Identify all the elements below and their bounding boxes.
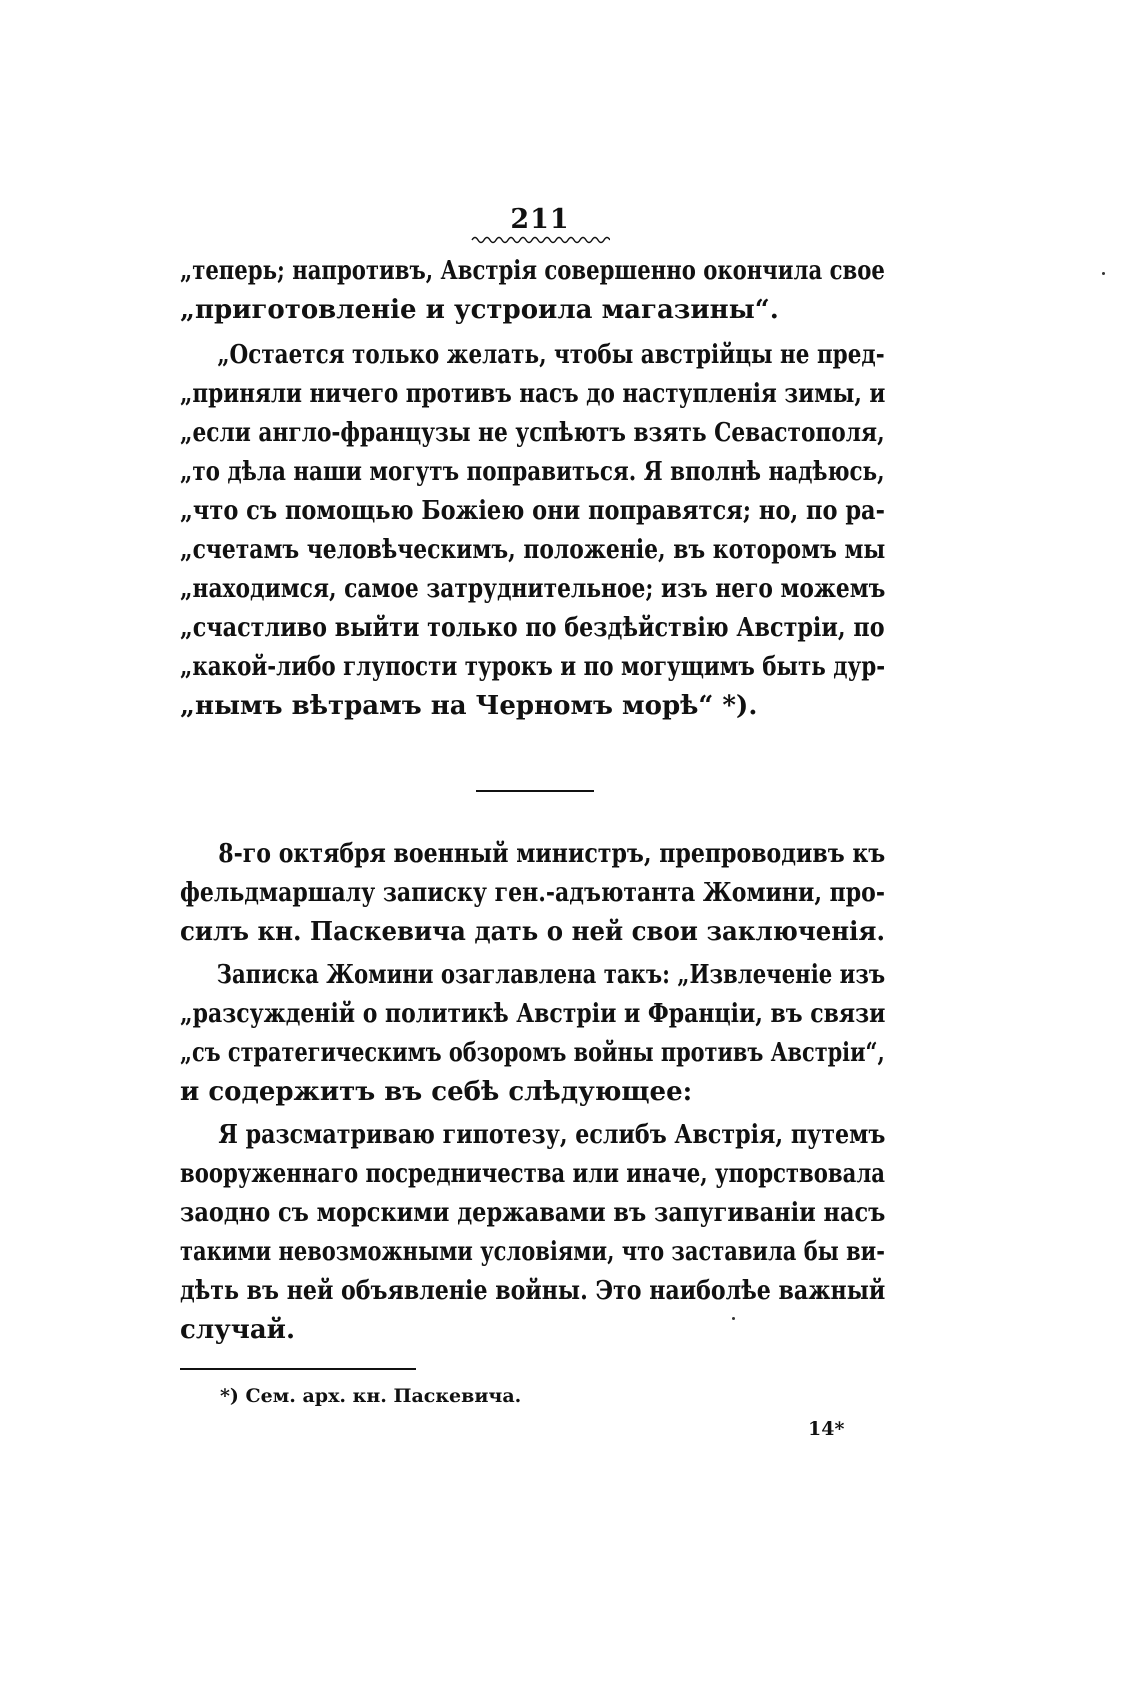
text-line: случай. (180, 1315, 296, 1345)
text-line: заодно съ морскими державами въ запугиваніи насъ (180, 1198, 886, 1228)
text-line: Я разсматриваю гипотезу, еслибъ Австрія, путемъ (218, 1120, 886, 1150)
text-line: силъ кн. Паскевича дать о ней свои заключенія. (180, 917, 885, 947)
text-line: дѣть въ ней объявленіе войны. Это наиболѣе важный (180, 1276, 886, 1306)
text-line: фельдмаршалу записку ген.-адъютанта Жомини, про- (180, 878, 885, 908)
text-line: вооруженнаго посредничества или иначе, упорствовала (180, 1159, 886, 1189)
decorative-squiggle (470, 233, 610, 247)
signature-mark: 14* (808, 1418, 845, 1440)
text-line: Записка Жомини озаглавлена такъ: „Извлеченіе изъ (216, 960, 886, 990)
text-line: „разсужденій о политикѣ Австріи и Франціи, въ связи (180, 999, 886, 1029)
text-line: такими невозможными условіями, что заставила бы ви- (180, 1237, 885, 1267)
text-line: и содержитъ въ себѣ слѣдующее: (180, 1077, 693, 1107)
text-line: „съ стратегическимъ обзоромъ войны противъ Австріи“, (180, 1038, 885, 1068)
quote-block (180, 252, 885, 726)
text-line: „что съ помощью Божіею они поправятся; но, по ра- (180, 496, 885, 526)
text-line: „какой-либо глупости турокъ и по могущимъ быть дур- (180, 652, 886, 682)
text-line: „счетамъ человѣческимъ, положеніе, въ которомъ мы (180, 535, 886, 565)
text-line: „счастливо выйти только по бездѣйствію Австріи, по (180, 613, 885, 643)
text-line: „если англо-французы не успѣютъ взять Севастополя, (180, 418, 885, 448)
text-line: 8-го октября военный министръ, препроводивъ къ (218, 839, 886, 869)
text-line: „находимся, самое затруднительное; изъ него можемъ (180, 574, 886, 604)
text-line: „Остается только желать, чтобы австрійцы не пред- (217, 340, 885, 370)
text-line: „теперь; напротивъ, Австрія совершенно окончила свое (180, 256, 885, 286)
print-speck (732, 1317, 735, 1320)
text-line: „то дѣла наши могутъ поправиться. Я вполнѣ надѣюсь, (180, 457, 885, 487)
narrative-block (180, 835, 885, 1350)
footnote: *) Сем. арх. кн. Паскевича. (220, 1385, 522, 1407)
section-divider (476, 790, 594, 792)
print-speck (1102, 272, 1105, 275)
text-line: „нымъ вѣтрамъ на Черномъ морѣ“ *). (180, 691, 758, 721)
page-number: 211 (510, 204, 570, 235)
text-line: „приготовленіе и устроила магазины“. (180, 295, 779, 325)
text-line: „приняли ничего противъ насъ до наступленія зимы, и (180, 379, 886, 409)
footnote-divider (180, 1368, 416, 1370)
